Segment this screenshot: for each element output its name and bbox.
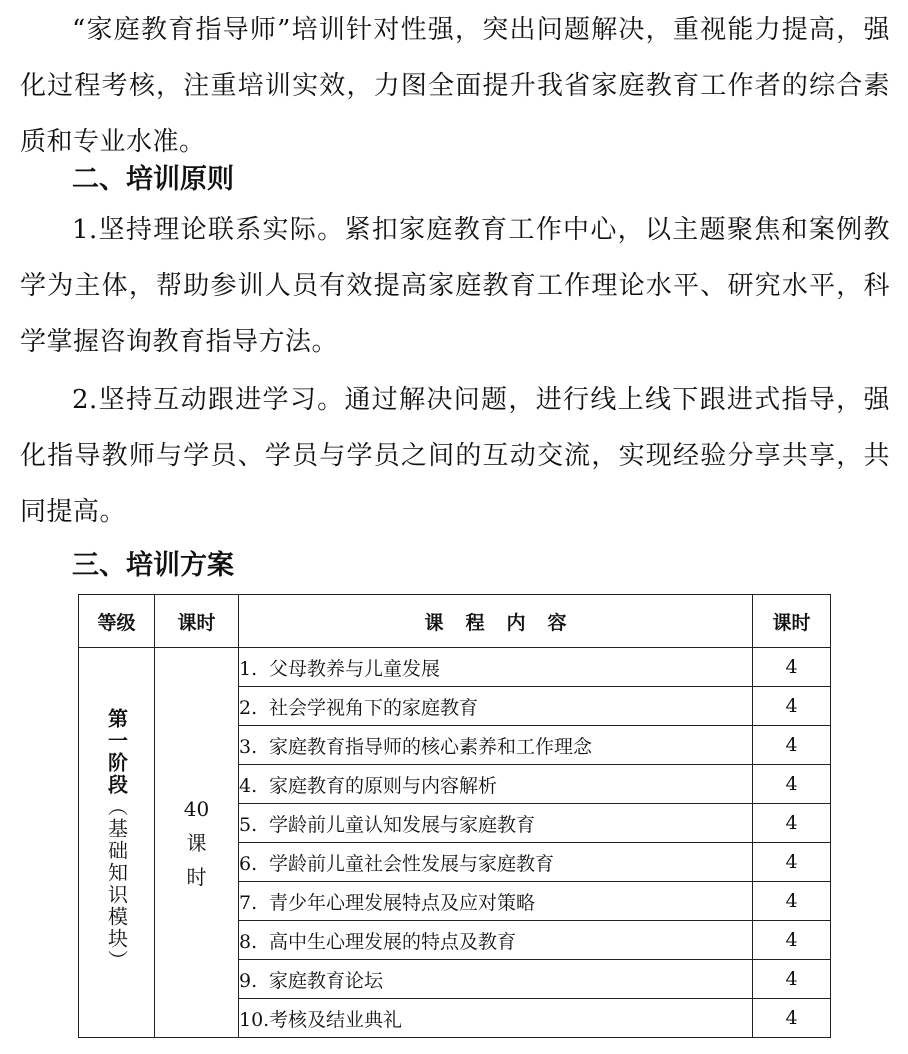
course-hours: 4 (753, 804, 831, 843)
stage-hours-char-shi: 时 (186, 864, 207, 889)
course-title: 家庭教育指导师的核心素养和工作理念 (269, 735, 593, 758)
course-number: 4. (239, 774, 258, 797)
course-number: 3. (239, 735, 258, 758)
course-hours: 4 (753, 921, 831, 960)
stage-hours-number: 40 (183, 796, 210, 821)
course-title: 考核及结业典礼 (269, 1008, 403, 1031)
principle-item-2: 2.坚持互动跟进学习。通过解决问题，进行线上线下跟进式指导，强化指导教师与学员、学员与学员之间的互动交流，实现经验分享共享，共同提高。 (20, 385, 890, 527)
course-number: 2. (239, 696, 258, 719)
course-hours: 4 (753, 726, 831, 765)
training-plan-table (78, 594, 831, 1038)
table-row (79, 648, 831, 687)
course-title: 社会学视角下的家庭教育 (269, 696, 479, 719)
course-hours: 4 (753, 648, 831, 687)
course-number: 9. (239, 969, 258, 992)
course-cell (239, 726, 753, 765)
course-title: 家庭教育论坛 (269, 969, 384, 992)
course-number: 8. (239, 930, 258, 953)
course-hours: 4 (753, 687, 831, 726)
course-title: 青少年心理发展特点及应对策略 (269, 891, 536, 914)
section-heading-principles: 二、培训原则 (72, 164, 234, 195)
header-level: 等级 (79, 595, 155, 648)
course-hours: 4 (753, 960, 831, 999)
principle-item-1: 1.坚持理论联系实际。紧扣家庭教育工作中心，以主题聚焦和案例教学为主体，帮助参训人员有效提高家庭教育工作理论水平、研究水平，科学掌握咨询教育指导方法。 (20, 215, 890, 357)
course-title: 学龄前儿童认知发展与家庭教育 (269, 813, 536, 836)
course-hours: 4 (753, 999, 831, 1038)
intro-paragraph: “家庭教育指导师”培训针对性强，突出问题解决，重视能力提高，强化过程考核，注重培训实效，力图全面提升我省家庭教育工作者的综合素质和专业水准。 (20, 15, 890, 157)
course-cell (239, 687, 753, 726)
section-heading-plan: 三、培训方案 (72, 550, 234, 581)
course-hours: 4 (753, 765, 831, 804)
header-course-content: 课程内容 (239, 595, 753, 648)
course-title: 父母教养与儿童发展 (269, 657, 441, 680)
course-title: 学龄前儿童社会性发展与家庭教育 (269, 852, 555, 875)
stage-name: 第一阶段 (104, 708, 129, 796)
course-number: 5. (239, 813, 258, 836)
stage-hours-char-ke: 课 (186, 830, 207, 855)
course-number: 10. (239, 1008, 270, 1031)
course-cell (239, 648, 753, 687)
course-number: 6. (239, 852, 258, 875)
course-hours: 4 (753, 843, 831, 882)
stage-hours-cell (155, 648, 239, 1038)
course-number: 1. (239, 657, 258, 680)
course-title: 家庭教育的原则与内容解析 (269, 774, 498, 797)
header-course-hours: 课时 (753, 595, 831, 648)
course-cell (239, 999, 753, 1038)
course-hours: 4 (753, 882, 831, 921)
course-cell (239, 804, 753, 843)
course-cell (239, 921, 753, 960)
course-cell (239, 765, 753, 804)
header-hours: 课时 (155, 595, 239, 648)
course-cell (239, 843, 753, 882)
course-cell (239, 960, 753, 999)
course-number: 7. (239, 891, 258, 914)
table-header-row (79, 595, 831, 648)
course-title: 高中生心理发展的特点及教育 (269, 930, 517, 953)
stage-module: （基础知识模块） (104, 796, 129, 972)
stage-cell (79, 648, 155, 1038)
course-cell (239, 882, 753, 921)
